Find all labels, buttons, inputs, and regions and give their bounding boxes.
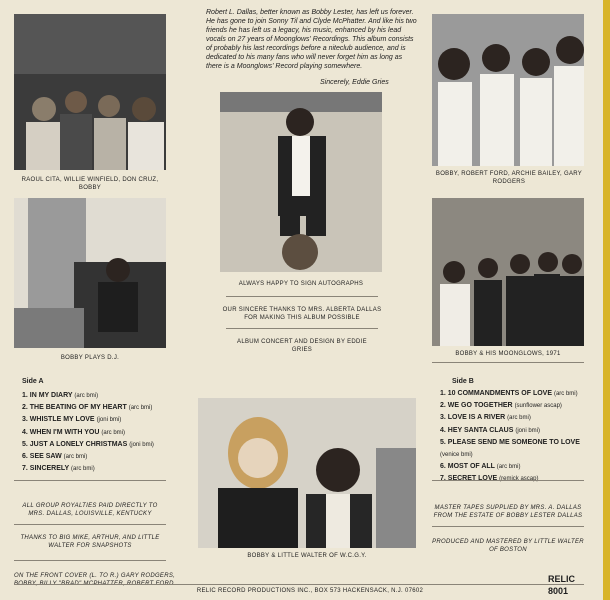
master-tapes-note: MASTER TAPES SUPPLIED BY MRS. A. DALLAS FROM THE ESTATE OF BOBBY LESTER DALLAS [433,505,583,519]
side-a-track-7 [22,463,192,475]
track-title: 4. HEY SANTA CLAUS [440,426,514,434]
track-title: 7. SINCERELY [22,465,70,473]
track-publisher: (sunflower ascap) [514,403,562,410]
side-a-track-6 [22,451,192,463]
photo-moonglows-1971 [432,198,584,346]
side-a-tracklist [22,390,192,475]
side-a-track-4 [22,427,192,439]
photo-group-top-left [14,14,166,170]
caption-mid-right: BOBBY & HIS MOONGLOWS, 1971 [455,351,561,357]
track-publisher: (joni bmi) [129,441,154,448]
track-publisher: (arc bmi) [507,415,531,422]
company-address: RELIC RECORD PRODUCTIONS INC., BOX 573 HACKENSACK, N.J. 07602 [196,588,424,594]
track-publisher: (joni bmi) [96,417,122,424]
thanks-alberta: OUR SINCERE THANKS TO MRS. ALBERTA DALLAS FOR MAKING THIS ALBUM POSSIBLE [222,307,382,321]
track-title: 1. 10 COMMANDMENTS OF LOVE [440,390,553,397]
caption-bottom-center: BOBBY & LITTLE WALTER OF W.C.G.Y. [247,553,367,559]
photo-dj [14,198,166,348]
track-publisher: (arc bmi) [71,466,95,473]
side-b-track-2 [440,400,590,412]
divider [432,526,584,527]
divider [14,584,584,585]
track-title: 5. JUST A LONELY CHRISTMAS [22,440,128,448]
side-a-track-1 [22,390,192,402]
design-credit: ALBUM CONCERT AND DESIGN BY EDDIE GRIES [237,339,367,353]
track-title: 6. SEE SAW [22,453,62,461]
thanks-snapshots: THANKS TO BIG MIKE, ARTHUR, AND LITTLE WALTER FOR SNAPSHOTS [20,535,160,549]
front-cover-credit: ON THE FRONT COVER (L. TO R.) GARY RODGERS, BOBBY, BILLY "BRAD" MCPHATTER, ROBERT FORD [14,573,176,587]
photo-group-top-right [432,14,584,166]
divider [14,524,166,525]
side-b-track-6 [440,461,590,473]
track-publisher: (arc bmi) [553,391,578,397]
liner-signature: Sincerely, Eddie Gries [320,79,389,86]
track-publisher: (joni bmi) [515,427,541,434]
side-b-tracklist [440,388,590,486]
side-b-track-1 [440,388,590,400]
track-title: 4. WHEN I'M WITH YOU [22,428,100,436]
photo-little-walter [198,398,416,548]
track-title: 3. WHISTLE MY LOVE [22,416,95,424]
caption-center: ALWAYS HAPPY TO SIGN AUTOGRAPHS [238,281,364,287]
produced-by: PRODUCED AND MASTERED BY LITTLE WALTER OF BOSTON [432,539,584,553]
caption-top-left: RAOUL CITA, WILLIE WINFIELD, DON CRUZ, BOBBY [21,177,159,191]
track-title: 5. PLEASE SEND ME SOMEONE TO LOVE [440,438,580,446]
divider [14,560,166,561]
track-title: 2. WE GO TOGETHER [440,402,513,410]
track-publisher: (arc bmi) [496,464,521,471]
catalog-number: 8001 [548,586,569,596]
track-publisher: (remick ascap) [499,476,539,483]
side-a-track-2 [22,402,192,414]
side-b-track-5 [440,437,590,461]
side-b-track-4 [440,425,590,437]
track-title: 1. IN MY DIARY [22,392,73,399]
divider [226,296,378,297]
divider [14,480,166,481]
track-title: 6. MOST OF ALL [440,463,495,471]
liner-notes: Robert L. Dallas, better known as Bobby Lester, has left us forever. He has gone to join Sonny Til and Clyde McPhatter. And like his two friends he has left us a legacy, his music, enhanced by his lead vocals on 27 years of Moonglows' Recordings. This album consists of probably his last recordings before a niteclub audience, and is dedicated to his many fans who will never forget him as long as there is a Moonglows' Record playing somewhere. [206,9,417,70]
side-a-track-5 [22,439,192,451]
track-publisher: (arc bmi) [74,393,99,399]
catalog-label: RELIC [548,574,575,584]
divider [226,328,378,329]
divider [432,362,584,363]
divider [432,480,584,481]
royalties-note: ALL GROUP ROYALTIES PAID DIRECTLY TO MRS. DALLAS, LOUISVILLE, KENTUCKY [22,503,158,517]
track-publisher: (venice bmi) [440,452,473,459]
caption-mid-left: BOBBY PLAYS D.J. [60,355,120,361]
track-title: 3. LOVE IS A RIVER [440,414,506,422]
photo-autographs [220,92,382,272]
side-a-title: Side A [22,378,44,385]
side-b-title: Side B [452,378,474,385]
side-b-track-3 [440,412,590,424]
track-publisher: (arc bmi) [63,454,88,461]
track-title: 7. SECRET LOVE [440,475,498,483]
caption-top-right: BOBBY, ROBERT FORD, ARCHIE BAILEY, GARY RODGERS [435,171,583,185]
track-publisher: (arc bmi) [128,405,153,412]
side-a-track-3 [22,414,192,426]
track-title: 2. THE BEATING OF MY HEART [22,404,127,412]
track-publisher: (arc bmi) [101,429,125,436]
